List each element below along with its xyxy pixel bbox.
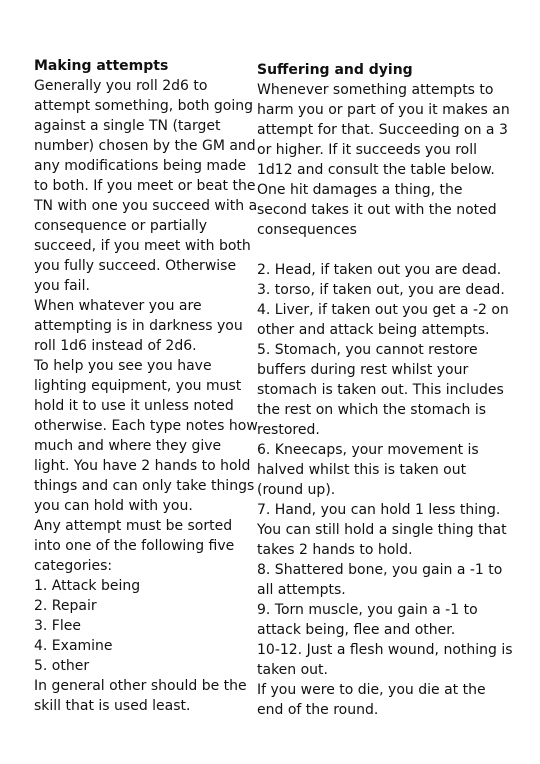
category-item: 2. Repair [34, 598, 97, 614]
damage-table-entry: 2. Head, if taken out you are dead. [257, 262, 502, 278]
category-item: 1. Attack being [34, 578, 141, 594]
spacer [257, 240, 513, 260]
category-item: 5. other [34, 658, 90, 674]
damage-table-entry: 5. Stomach, you cannot restore buffers during rest whilst your stomach is taken out. This includes the rest on which the stomach is restored. [257, 342, 504, 438]
right-column [257, 60, 513, 720]
damage-table-entry: 8. Shattered bone, you gain a -1 to all attempts. [257, 562, 503, 598]
category-item: 4. Examine [34, 638, 113, 654]
suffering-dying-heading: Suffering and dying [257, 62, 413, 78]
damage-table-entry: 7. Hand, you can hold 1 less thing. You can still hold a single thing that takes 2 hands to hold. [257, 502, 507, 558]
categories-intro: Any attempt must be sorted into one of the following five categories: [34, 518, 235, 574]
damage-table-entry: 3. torso, if taken out, you are dead. [257, 282, 505, 298]
damage-table-entry: 9. Torn muscle, you gain a -1 to attack being, flee and other. [257, 602, 478, 638]
attempts-paragraph: Generally you roll 2d6 to attempt something, both going against a single TN (target number) chosen by the GM and any modifications being made to both. If you meet or beat the TN with one you succeed with a consequence or partially succeed, if you meet with both you fully succeed. Otherwise you fail. [34, 78, 258, 294]
closing-note: In general other should be the skill that is used least. [34, 678, 247, 714]
harm-paragraph: Whenever something attempts to harm you or part of you it makes an attempt for that. Succeeding on a 3 or higher. If it succeeds you roll 1d12 and consult the table below. One hit damages a thing, the second takes it out with the noted consequences [257, 82, 510, 238]
left-column [34, 56, 258, 716]
death-note: If you were to die, you die at the end of the round. [257, 682, 486, 718]
darkness-paragraph: When whatever you are attempting is in darkness you roll 1d6 instead of 2d6. [34, 298, 243, 354]
making-attempts-heading: Making attempts [34, 58, 169, 74]
damage-table-entry: 6. Kneecaps, your movement is halved whilst this is taken out (round up). [257, 442, 479, 498]
damage-table-entry: 4. Liver, if taken out you get a -2 on other and attack being attempts. [257, 302, 509, 338]
lighting-paragraph: To help you see you have lighting equipment, you must hold it to use it unless noted otherwise. Each type notes how much and where they give light. You have 2 hands to hold things and can only take things you can hold with you. [34, 358, 258, 514]
category-item: 3. Flee [34, 618, 81, 634]
damage-table-entry: 10-12. Just a flesh wound, nothing is taken out. [257, 642, 513, 678]
